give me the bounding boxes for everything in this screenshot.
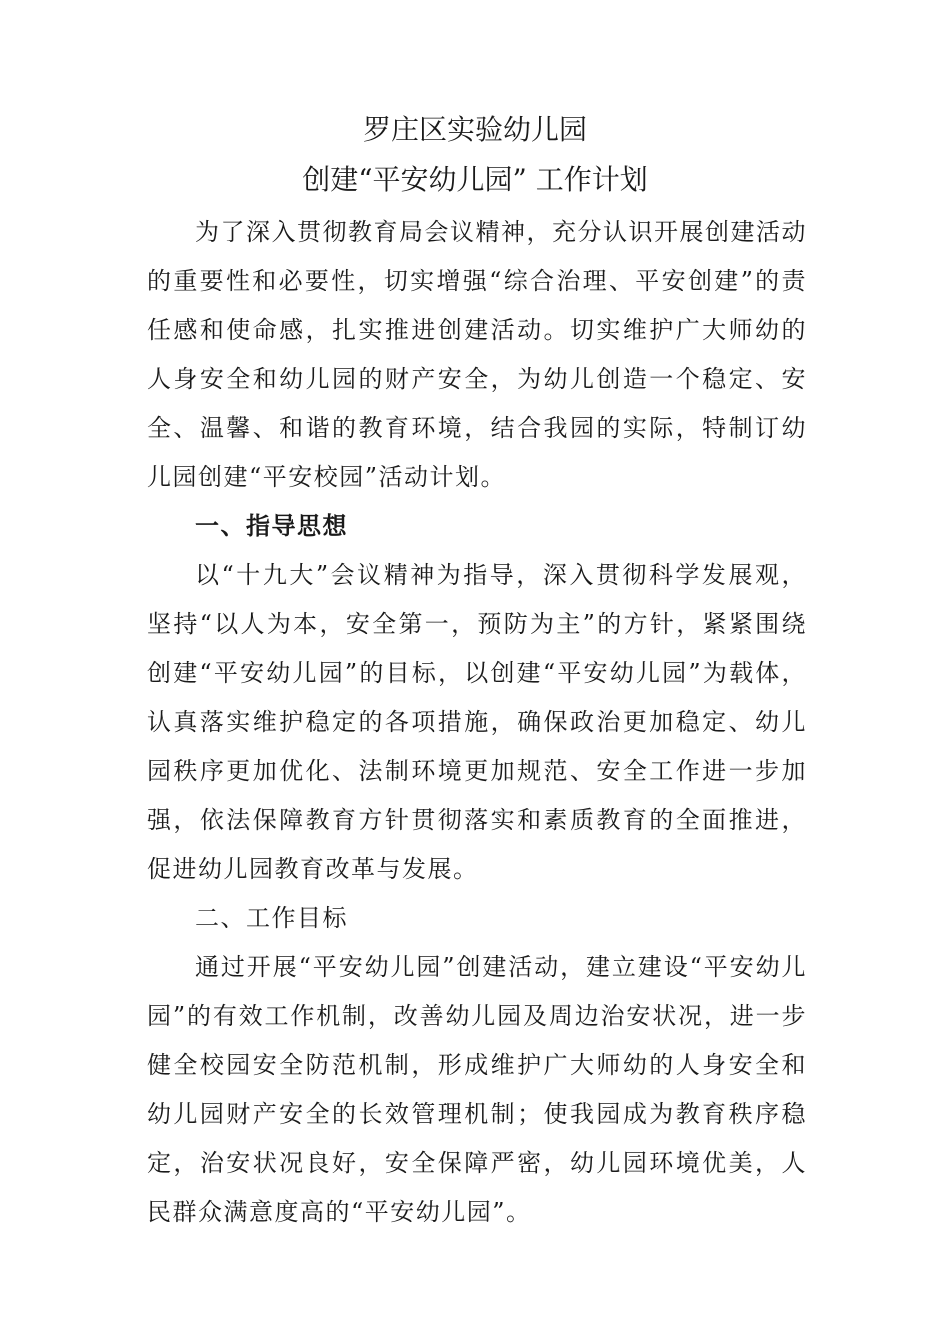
document-body: [147, 208, 807, 1237]
document-subtitle: 创建“平安幼儿园” 工作计划: [302, 163, 648, 196]
section-heading-guiding-ideology: 一、指导思想: [195, 512, 348, 540]
guiding-ideology-paragraph: 以“十九大”会议精神为指导，深入贯彻科学发展观，坚持“以人为本，安全第一，预防为主”的方针，紧紧围绕创建“平安幼儿园”的目标，以创建“平安幼儿园”为载体，认真落实维护稳定的各项措施，确保政治更加稳定、幼儿园秩序更加优化、法制环境更加规范、安全工作进一步加强，依法保障教育方针贯彻落实和素质教育的全面推进，促进幼儿园教育改革与发展。: [147, 561, 807, 883]
document-title: 罗庄区实验幼儿园: [362, 113, 587, 146]
section-heading-work-goals: 二、工作目标: [195, 904, 348, 932]
intro-paragraph: 为了深入贯彻教育局会议精神，充分认识开展创建活动的重要性和必要性，切实增强“综合治理、平安创建”的责任感和使命感，扎实推进创建活动。切实维护广大师幼的人身安全和幼儿园的财产安全，为幼儿创造一个稳定、安全、温馨、和谐的教育环境，结合我园的实际，特制订幼儿园创建“平安校园”活动计划。: [147, 218, 807, 491]
work-goals-paragraph: 通过开展“平安幼儿园”创建活动，建立建设“平安幼儿园”的有效工作机制，改善幼儿园及周边治安状况，进一步健全校园安全防范机制，形成维护广大师幼的人身安全和幼儿园财产安全的长效管理机制；使我园成为教育秩序稳定，治安状况良好，安全保障严密，幼儿园环境优美，人民群众满意度高的“平安幼儿园”。: [147, 953, 807, 1226]
